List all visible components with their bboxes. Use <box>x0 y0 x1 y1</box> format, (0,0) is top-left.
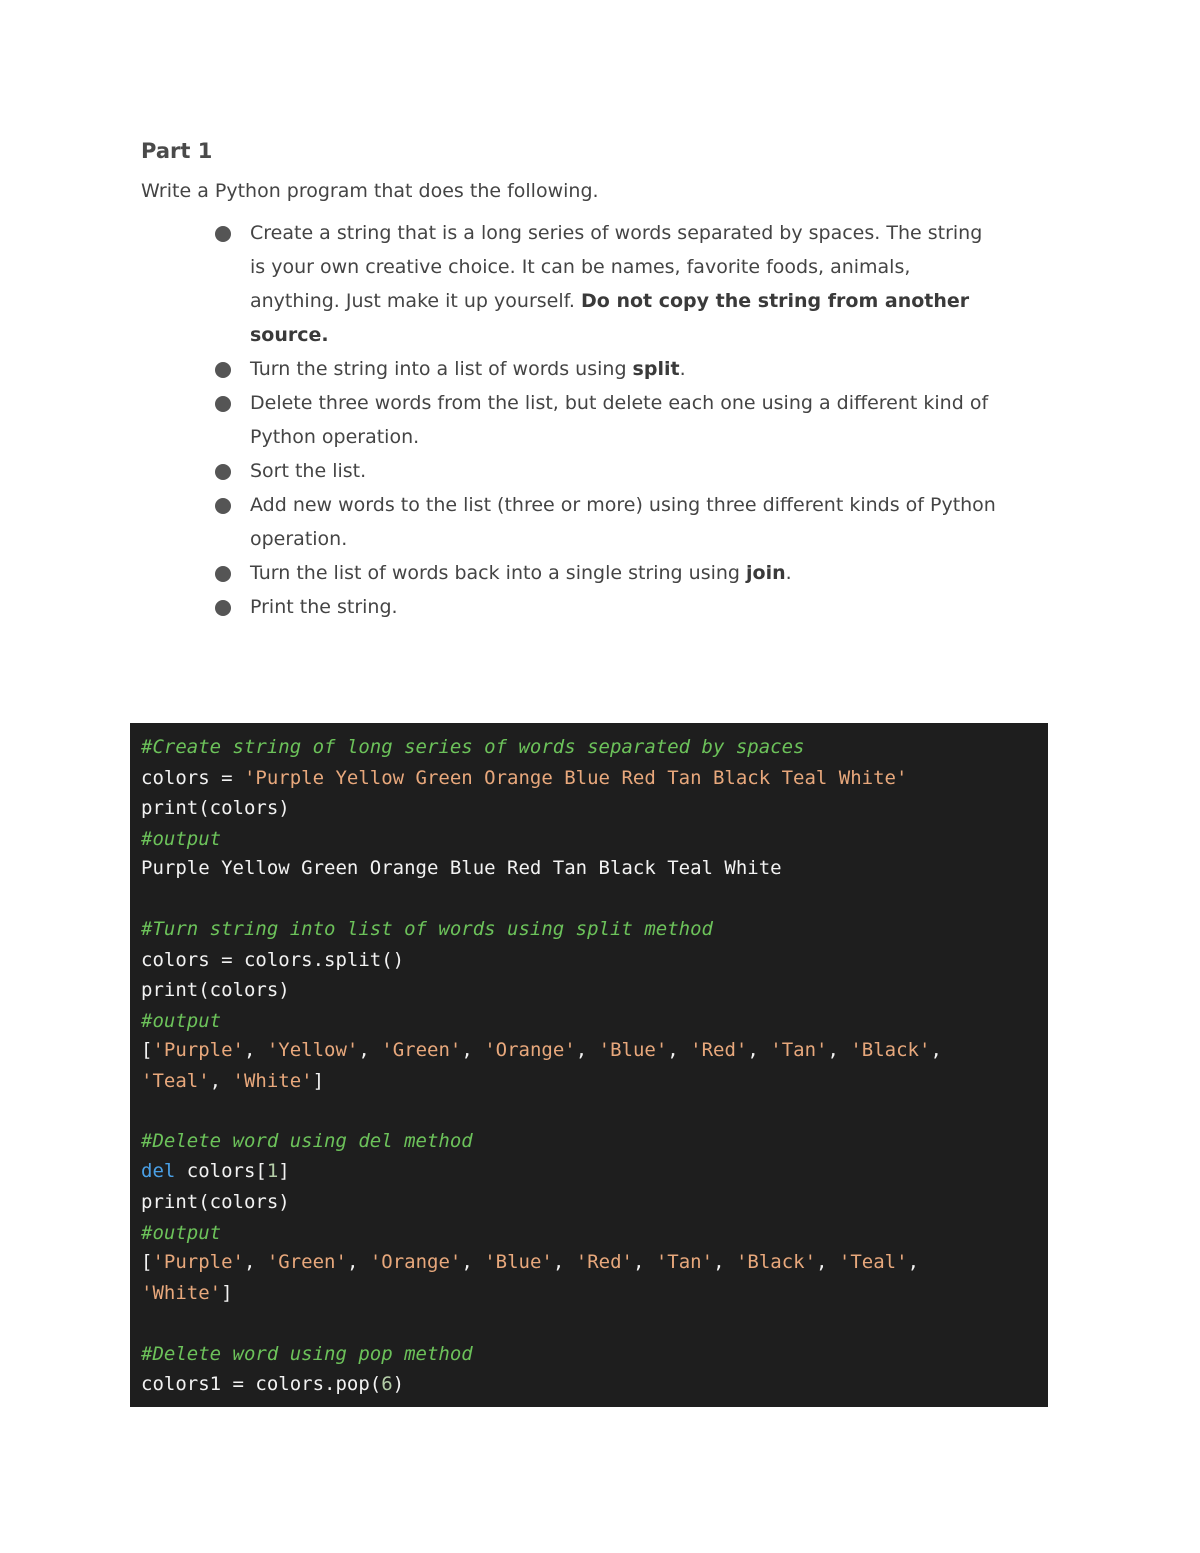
code-output: 'White'] <box>141 1282 233 1304</box>
code-comment: #output <box>141 828 222 850</box>
code-comment: #Create string of long series of words separated by spaces <box>141 736 805 758</box>
bullet-icon <box>215 362 231 378</box>
code-comment: #Delete word using pop method <box>141 1343 473 1365</box>
list-item: Create a string that is a long series of words separated by spaces. The string is your own creative choice. It can be names, favorite foods, animals, anything. Just make it up yourself. Do not copy the string from another source. <box>215 216 1065 352</box>
list-item: Delete three words from the list, but delete each one using a different kind of Python operation. <box>215 386 1065 454</box>
code-line: print(colors) <box>141 797 290 819</box>
code-comment: #Turn string into list of words using split method <box>141 918 713 940</box>
code-line: print(colors) <box>141 1191 290 1213</box>
list-item: Sort the list. <box>215 454 1065 488</box>
code-line: del colors[1] <box>141 1160 290 1182</box>
bullet-icon <box>215 498 231 514</box>
intro-text: Write a Python program that does the following. <box>141 180 599 202</box>
code-comment: #output <box>141 1222 222 1244</box>
code-comment: #output <box>141 1010 222 1032</box>
code-output: ['Purple', 'Green', 'Orange', 'Blue', 'Red', 'Tan', 'Black', 'Teal', <box>141 1251 920 1273</box>
bullet-icon <box>215 566 231 582</box>
list-item: Add new words to the list (three or more) using three different kinds of Python operation. <box>215 488 1065 556</box>
list-item: Print the string. <box>215 590 1065 624</box>
task-list <box>215 216 1065 624</box>
code-line: colors = 'Purple Yellow Green Orange Blue Red Tan Black Teal White' <box>141 767 908 789</box>
list-item: Turn the string into a list of words using split. <box>215 352 1065 386</box>
list-item: Turn the list of words back into a single string using join. <box>215 556 1065 590</box>
code-comment: #Delete word using del method <box>141 1130 473 1152</box>
bullet-icon <box>215 396 231 412</box>
code-output: 'Teal', 'White'] <box>141 1070 325 1092</box>
code-line: colors1 = colors.pop(6) <box>141 1373 405 1395</box>
bullet-icon <box>215 464 231 480</box>
code-block <box>130 723 1048 1407</box>
code-output: Purple Yellow Green Orange Blue Red Tan Black Teal White <box>141 857 782 879</box>
code-output: ['Purple', 'Yellow', 'Green', 'Orange', 'Blue', 'Red', 'Tan', 'Black', <box>141 1039 942 1061</box>
bullet-icon <box>215 600 231 616</box>
code-line: print(colors) <box>141 979 290 1001</box>
section-heading: Part 1 <box>141 139 213 163</box>
code-line: colors = colors.split() <box>141 949 405 971</box>
bullet-icon <box>215 226 231 242</box>
